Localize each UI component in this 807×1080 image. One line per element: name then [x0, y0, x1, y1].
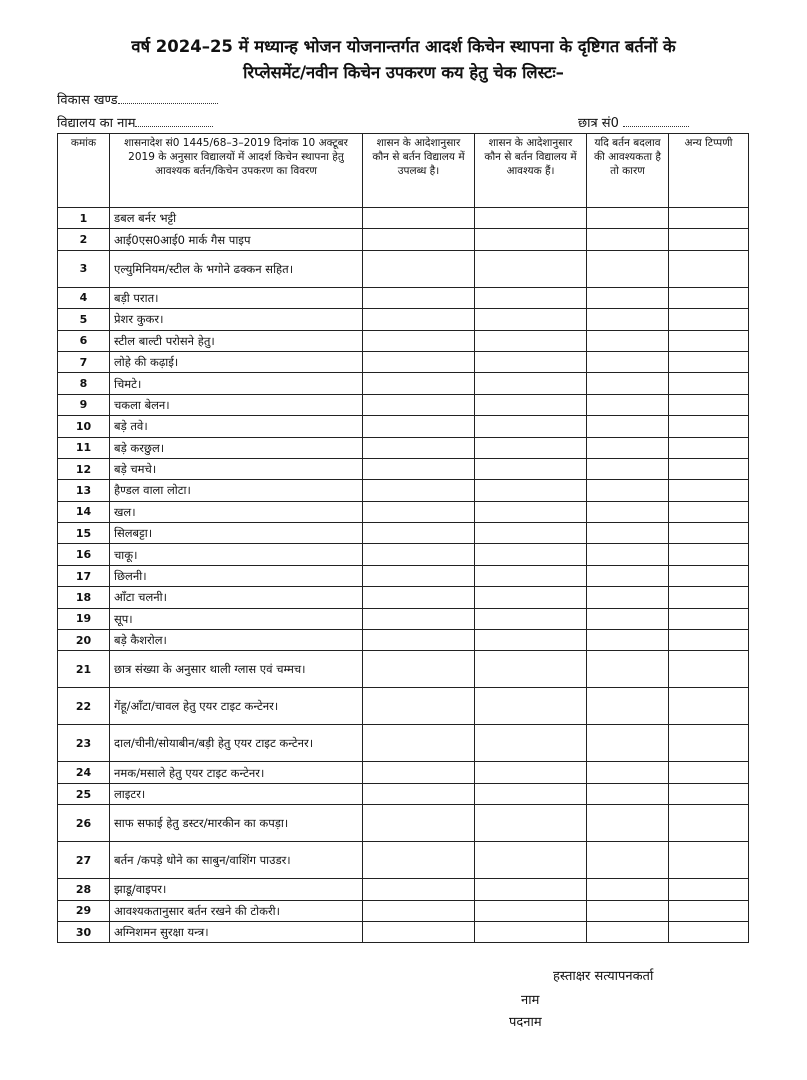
required-cell: [475, 608, 587, 629]
reason-cell: [587, 523, 669, 544]
header-kramank: कमांक: [58, 134, 110, 208]
row-item: सिलबट्टा।: [110, 523, 363, 544]
row-item: छात्र संख्या के अनुसार थाली ग्लास एवं चम्मच।: [110, 651, 363, 688]
available-cell: [363, 688, 475, 725]
reason-cell: [587, 587, 669, 608]
row-item: आँटा चलनी।: [110, 587, 363, 608]
row-number: 23: [58, 725, 110, 762]
row-number: 19: [58, 608, 110, 629]
document-title: [30, 34, 777, 86]
row-item: झाडू/वाइपर।: [110, 879, 363, 900]
row-item: बर्तन /कपड़े धोने का साबुन/वाशिंग पाउडर।: [110, 842, 363, 879]
available-cell: [363, 608, 475, 629]
row-number: 25: [58, 783, 110, 804]
row-number: 8: [58, 373, 110, 394]
available-cell: [363, 351, 475, 372]
table-row: [58, 805, 749, 842]
available-cell: [363, 480, 475, 501]
table-row: [58, 523, 749, 544]
reason-cell: [587, 900, 669, 921]
available-cell: [363, 208, 475, 229]
chhatra-sankhya-field: [578, 113, 689, 131]
vikas-khand-field: [57, 90, 218, 108]
required-cell: [475, 437, 587, 458]
required-cell: [475, 725, 587, 762]
row-number: 14: [58, 501, 110, 522]
table-row: [58, 501, 749, 522]
available-cell: [363, 565, 475, 586]
table-row: [58, 229, 749, 250]
required-cell: [475, 565, 587, 586]
table-row: [58, 208, 749, 229]
reason-cell: [587, 565, 669, 586]
header-uplabdh: शासन के आदेशानुसार कौन से बर्तन विद्यालय में उपलब्ध है।: [363, 134, 475, 208]
naam-field: [521, 990, 539, 1008]
reason-cell: [587, 287, 669, 308]
row-number: 9: [58, 394, 110, 415]
reason-cell: [587, 501, 669, 522]
available-cell: [363, 523, 475, 544]
reason-cell: [587, 762, 669, 783]
reason-cell: [587, 879, 669, 900]
remarks-cell: [669, 805, 749, 842]
row-number: 10: [58, 416, 110, 437]
remarks-cell: [669, 544, 749, 565]
table-row: [58, 879, 749, 900]
remarks-cell: [669, 783, 749, 804]
remarks-cell: [669, 921, 749, 942]
required-cell: [475, 587, 587, 608]
table-row: [58, 544, 749, 565]
row-number: 21: [58, 651, 110, 688]
available-cell: [363, 309, 475, 330]
row-number: 20: [58, 630, 110, 651]
reason-cell: [587, 651, 669, 688]
remarks-cell: [669, 630, 749, 651]
row-number: 17: [58, 565, 110, 586]
remarks-cell: [669, 762, 749, 783]
row-number: 5: [58, 309, 110, 330]
available-cell: [363, 587, 475, 608]
required-cell: [475, 879, 587, 900]
remarks-cell: [669, 309, 749, 330]
required-cell: [475, 544, 587, 565]
remarks-cell: [669, 879, 749, 900]
header-vivaran: शासनादेश सं0 1445/68–3–2019 दिनांक 10 अक्टूबर 2019 के अनुसार विद्यालयों में आदर्श किचेन स्थापना हेतु आवश्यक बर्तन/किचेन उपकरण का विवरण: [110, 134, 363, 208]
reason-cell: [587, 805, 669, 842]
table-row: [58, 309, 749, 330]
required-cell: [475, 287, 587, 308]
remarks-cell: [669, 842, 749, 879]
available-cell: [363, 416, 475, 437]
row-number: 12: [58, 458, 110, 479]
naam-label: नाम: [521, 993, 540, 1008]
row-number: 22: [58, 688, 110, 725]
row-number: 4: [58, 287, 110, 308]
chhatra-sankhya-blank: [623, 116, 689, 127]
row-item: साफ सफाई हेतु डस्टर/मारकीन का कपड़ा।: [110, 805, 363, 842]
table-header-row: [58, 134, 749, 208]
row-item: आवश्यकतानुसार बर्तन रखने की टोकरी।: [110, 900, 363, 921]
remarks-cell: [669, 501, 749, 522]
required-cell: [475, 416, 587, 437]
remarks-cell: [669, 458, 749, 479]
table-row: [58, 416, 749, 437]
row-item: प्रेशर कुकर।: [110, 309, 363, 330]
row-number: 26: [58, 805, 110, 842]
row-number: 2: [58, 229, 110, 250]
vidyalaya-naam-label: विद्यालय का नाम: [57, 116, 136, 131]
remarks-cell: [669, 480, 749, 501]
required-cell: [475, 762, 587, 783]
row-item: छिलनी।: [110, 565, 363, 586]
row-item: अग्निशमन सुरक्षा यन्त्र।: [110, 921, 363, 942]
available-cell: [363, 501, 475, 522]
row-number: 18: [58, 587, 110, 608]
table-row: [58, 287, 749, 308]
required-cell: [475, 330, 587, 351]
reason-cell: [587, 725, 669, 762]
row-item: नमक/मसाले हेतु एयर टाइट कन्टेनर।: [110, 762, 363, 783]
table-row: [58, 762, 749, 783]
required-cell: [475, 208, 587, 229]
remarks-cell: [669, 587, 749, 608]
remarks-cell: [669, 351, 749, 372]
available-cell: [363, 437, 475, 458]
checklist-table: [57, 133, 749, 943]
required-cell: [475, 630, 587, 651]
remarks-cell: [669, 900, 749, 921]
required-cell: [475, 842, 587, 879]
table-row: [58, 587, 749, 608]
required-cell: [475, 651, 587, 688]
row-number: 1: [58, 208, 110, 229]
reason-cell: [587, 351, 669, 372]
row-item: बड़े चमचे।: [110, 458, 363, 479]
vidyalaya-naam-blank: [135, 116, 213, 127]
available-cell: [363, 762, 475, 783]
row-number: 27: [58, 842, 110, 879]
required-cell: [475, 480, 587, 501]
remarks-cell: [669, 523, 749, 544]
reason-cell: [587, 394, 669, 415]
row-item: गेंहू/आँटा/चावल हेतु एयर टाइट कन्टेनर।: [110, 688, 363, 725]
table-row: [58, 842, 749, 879]
row-item: हैण्डल वाला लोटा।: [110, 480, 363, 501]
reason-cell: [587, 373, 669, 394]
available-cell: [363, 900, 475, 921]
row-number: 24: [58, 762, 110, 783]
required-cell: [475, 229, 587, 250]
row-item: लोहे की कढ़ाई।: [110, 351, 363, 372]
row-number: 6: [58, 330, 110, 351]
row-number: 7: [58, 351, 110, 372]
reason-cell: [587, 229, 669, 250]
available-cell: [363, 394, 475, 415]
table-row: [58, 458, 749, 479]
padnaam-field: [509, 1012, 542, 1030]
remarks-cell: [669, 208, 749, 229]
required-cell: [475, 250, 587, 287]
available-cell: [363, 805, 475, 842]
required-cell: [475, 309, 587, 330]
available-cell: [363, 783, 475, 804]
remarks-cell: [669, 651, 749, 688]
row-number: 11: [58, 437, 110, 458]
table-row: [58, 373, 749, 394]
row-item: डबल बर्नर भट्टी: [110, 208, 363, 229]
required-cell: [475, 501, 587, 522]
row-item: चिमटे।: [110, 373, 363, 394]
available-cell: [363, 879, 475, 900]
header-aavashyak: शासन के आदेशानुसार कौन से बर्तन विद्यालय में आवश्यक हैं।: [475, 134, 587, 208]
row-number: 3: [58, 250, 110, 287]
table-row: [58, 480, 749, 501]
remarks-cell: [669, 725, 749, 762]
required-cell: [475, 688, 587, 725]
reason-cell: [587, 783, 669, 804]
required-cell: [475, 921, 587, 942]
reason-cell: [587, 416, 669, 437]
required-cell: [475, 351, 587, 372]
reason-cell: [587, 608, 669, 629]
table-row: [58, 565, 749, 586]
table-row: [58, 394, 749, 415]
remarks-cell: [669, 688, 749, 725]
table-row: [58, 651, 749, 688]
remarks-cell: [669, 287, 749, 308]
available-cell: [363, 229, 475, 250]
reason-cell: [587, 309, 669, 330]
reason-cell: [587, 921, 669, 942]
row-item: बड़े तवे।: [110, 416, 363, 437]
remarks-cell: [669, 416, 749, 437]
available-cell: [363, 458, 475, 479]
table-row: [58, 437, 749, 458]
remarks-cell: [669, 330, 749, 351]
table-row: [58, 351, 749, 372]
row-number: 16: [58, 544, 110, 565]
vikas-khand-label: विकास खण्ड: [57, 93, 118, 108]
available-cell: [363, 651, 475, 688]
remarks-cell: [669, 437, 749, 458]
reason-cell: [587, 544, 669, 565]
row-item: आई0एस0आई0 मार्क गैस पाइप: [110, 229, 363, 250]
row-item: दाल/चीनी/सोयाबीन/बड़ी हेतु एयर टाइट कन्टेनर।: [110, 725, 363, 762]
row-item: चकला बेलन।: [110, 394, 363, 415]
table-row: [58, 608, 749, 629]
remarks-cell: [669, 373, 749, 394]
available-cell: [363, 250, 475, 287]
header-tippani: अन्य टिप्पणी: [669, 134, 749, 208]
row-number: 29: [58, 900, 110, 921]
title-line-1: वर्ष 2024–25 में मध्यान्ह भोजन योजनान्तर्गत आदर्श किचेन स्थापना के दृष्टिगत बर्तनों के: [131, 37, 676, 56]
reason-cell: [587, 480, 669, 501]
remarks-cell: [669, 565, 749, 586]
available-cell: [363, 842, 475, 879]
row-number: 28: [58, 879, 110, 900]
row-number: 15: [58, 523, 110, 544]
remarks-cell: [669, 608, 749, 629]
row-item: स्टील बाल्टी परोसने हेतु।: [110, 330, 363, 351]
available-cell: [363, 373, 475, 394]
table-row: [58, 921, 749, 942]
row-item: खल।: [110, 501, 363, 522]
vidyalaya-naam-field: [57, 113, 213, 131]
reason-cell: [587, 437, 669, 458]
signature-label: हस्ताक्षर सत्यापनकर्ता: [553, 969, 654, 984]
row-item: बड़े कैशरोल।: [110, 630, 363, 651]
required-cell: [475, 783, 587, 804]
vikas-khand-blank: [118, 93, 218, 104]
row-item: चाकू।: [110, 544, 363, 565]
available-cell: [363, 725, 475, 762]
required-cell: [475, 523, 587, 544]
available-cell: [363, 630, 475, 651]
reason-cell: [587, 330, 669, 351]
available-cell: [363, 921, 475, 942]
table-row: [58, 630, 749, 651]
row-item: सूप।: [110, 608, 363, 629]
table-row: [58, 250, 749, 287]
row-item: एल्युमिनियम/स्टील के भगोने ढक्कन सहित।: [110, 250, 363, 287]
reason-cell: [587, 688, 669, 725]
row-number: 30: [58, 921, 110, 942]
remarks-cell: [669, 250, 749, 287]
reason-cell: [587, 208, 669, 229]
chhatra-sankhya-label: छात्र सं0: [578, 116, 619, 131]
available-cell: [363, 330, 475, 351]
required-cell: [475, 458, 587, 479]
available-cell: [363, 544, 475, 565]
required-cell: [475, 900, 587, 921]
table-row: [58, 330, 749, 351]
required-cell: [475, 805, 587, 842]
reason-cell: [587, 842, 669, 879]
row-item: लाइटर।: [110, 783, 363, 804]
title-line-2: रिप्लेसमेंट/नवीन किचेन उपकरण कय हेतु चेक लिस्टः–: [243, 63, 564, 82]
header-karan: यदि बर्तन बदलाव की आवश्यकता है तो कारण: [587, 134, 669, 208]
row-number: 13: [58, 480, 110, 501]
reason-cell: [587, 250, 669, 287]
remarks-cell: [669, 229, 749, 250]
available-cell: [363, 287, 475, 308]
required-cell: [475, 394, 587, 415]
padnaam-label: पदनाम: [509, 1015, 542, 1030]
table-row: [58, 725, 749, 762]
row-item: बड़ी परात।: [110, 287, 363, 308]
remarks-cell: [669, 394, 749, 415]
row-item: बड़े करछुल।: [110, 437, 363, 458]
required-cell: [475, 373, 587, 394]
reason-cell: [587, 630, 669, 651]
table-row: [58, 900, 749, 921]
table-row: [58, 688, 749, 725]
table-row: [58, 783, 749, 804]
reason-cell: [587, 458, 669, 479]
